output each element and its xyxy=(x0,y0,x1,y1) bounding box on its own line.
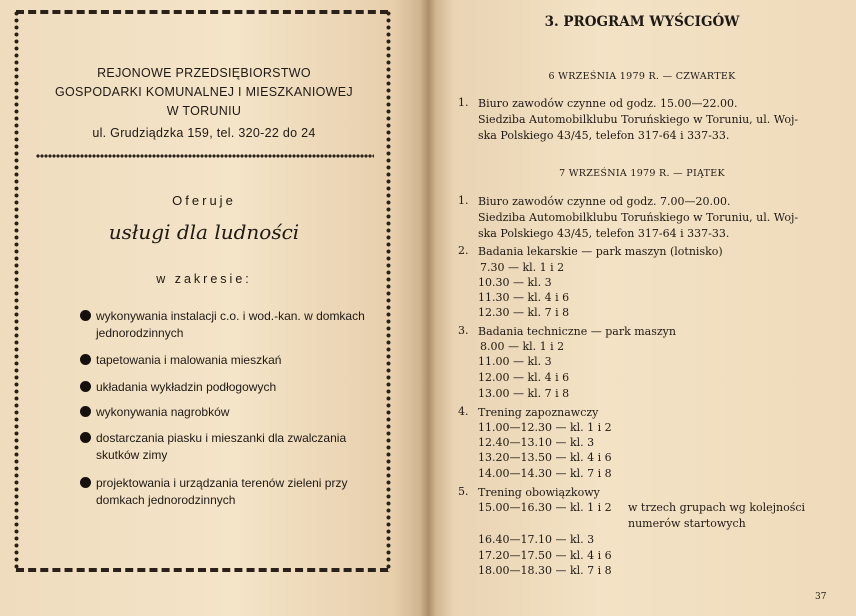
page-title: 3. PROGRAM WYŚCIGÓW xyxy=(544,14,740,30)
day1-office-address-1: Siedziba Automobilklubu Toruńskiego w Toruniu, ul. Woj- xyxy=(478,113,799,126)
intro-training-title: Trening zapoznawczy xyxy=(478,406,599,419)
service-item: układania wykładzin podłogowych xyxy=(80,379,376,396)
company-name-line3: W TORUNIU xyxy=(166,104,242,118)
schedule-row: 13.00 — kl. 7 i 8 xyxy=(478,387,570,400)
mandatory-training-title: Trening obowiązkowy xyxy=(478,486,600,499)
schedule-row: 11.00 — kl. 3 xyxy=(478,355,552,368)
company-address: ul. Grudziądzka 159, tel. 320-22 do 24 xyxy=(92,126,316,140)
group-note: numerów startowych xyxy=(628,517,746,530)
item-number: 3. xyxy=(458,324,469,337)
service-item: dostarczania piasku i mieszanki dla zwalczania skutków zimy xyxy=(80,430,376,464)
item-number: 5. xyxy=(458,485,469,498)
schedule-row: 11.30 — kl. 4 i 6 xyxy=(478,291,570,304)
medical-check-title: Badania lekarskie — park maszyn (lotnisko) xyxy=(478,245,723,258)
schedule-row: 13.20—13.50 — kl. 4 i 6 xyxy=(478,451,612,464)
bullet-icon xyxy=(80,310,91,321)
day2-heading: 7 WRZEŚNIA 1979 R. — PIĄTEK xyxy=(559,168,725,179)
day1-office-hours: Biuro zawodów czynne od godz. 15.00—22.00. xyxy=(478,97,738,110)
book-gutter xyxy=(420,0,436,616)
scope-label: w zakresie: xyxy=(156,272,252,286)
schedule-row: 8.00 — kl. 1 i 2 xyxy=(480,340,565,353)
ad-divider xyxy=(36,154,374,158)
day2-office-address-1: Siedziba Automobilklubu Toruńskiego w Toruniu, ul. Woj- xyxy=(478,211,799,224)
company-name-line1: REJONOWE PRZEDSIĘBIORSTWO xyxy=(97,66,311,80)
service-item: wykonywania instalacji c.o. i wod.-kan. w domkach jednorodzinnych xyxy=(80,308,376,342)
bullet-icon xyxy=(80,354,91,365)
schedule-row: 14.00—14.30 — kl. 7 i 8 xyxy=(478,467,612,480)
service-item: projektowania i urządzania terenów zieleni przy domkach jednorodzinnych xyxy=(80,475,376,509)
schedule-row: 11.00—12.30 — kl. 1 i 2 xyxy=(478,421,612,434)
schedule-row: 15.00—16.30 — kl. 1 i 2 xyxy=(478,501,612,514)
page-number: 37 xyxy=(815,592,827,602)
ad-frame-left-border xyxy=(14,10,19,572)
bullet-icon xyxy=(80,406,91,417)
offer-label: Oferuje xyxy=(172,193,236,208)
bullet-icon xyxy=(80,432,91,443)
service-item: tapetowania i malowania mieszkań xyxy=(80,352,376,369)
group-note: w trzech grupach wg kolejności xyxy=(628,501,806,514)
bullet-icon xyxy=(80,477,91,488)
schedule-row: 12.00 — kl. 4 i 6 xyxy=(478,371,570,384)
day2-office-address-2: ska Polskiego 43/45, telefon 317-64 i 337-33. xyxy=(478,227,730,240)
item-number: 1. xyxy=(458,194,469,207)
schedule-row: 7.30 — kl. 1 i 2 xyxy=(480,261,565,274)
bullet-icon xyxy=(80,381,91,392)
item-number: 4. xyxy=(458,405,469,418)
item-number: 2. xyxy=(458,244,469,257)
services-heading: usługi dla ludności xyxy=(108,220,300,244)
item-number: 1. xyxy=(458,96,469,109)
schedule-row: 10.30 — kl. 3 xyxy=(478,276,552,289)
schedule-row: 17.20—17.50 — kl. 4 i 6 xyxy=(478,549,612,562)
day1-office-address-2: ska Polskiego 43/45, telefon 317-64 i 337-33. xyxy=(478,129,730,142)
service-item: wykonywania nagrobków xyxy=(80,404,376,421)
company-name-line2: GOSPODARKI KOMUNALNEJ I MIESZKANIOWEJ xyxy=(55,85,353,99)
technical-check-title: Badania techniczne — park maszyn xyxy=(478,325,676,338)
schedule-row: 16.40—17.10 — kl. 3 xyxy=(478,533,595,546)
schedule-row: 18.00—18.30 — kl. 7 i 8 xyxy=(478,564,612,577)
day2-office-hours: Biuro zawodów czynne od godz. 7.00—20.00. xyxy=(478,195,731,208)
schedule-row: 12.40—13.10 — kl. 3 xyxy=(478,436,595,449)
ad-frame-right-border xyxy=(386,10,391,572)
day1-heading: 6 WRZEŚNIA 1979 R. — CZWARTEK xyxy=(548,71,736,82)
schedule-row: 12.30 — kl. 7 i 8 xyxy=(478,306,570,319)
